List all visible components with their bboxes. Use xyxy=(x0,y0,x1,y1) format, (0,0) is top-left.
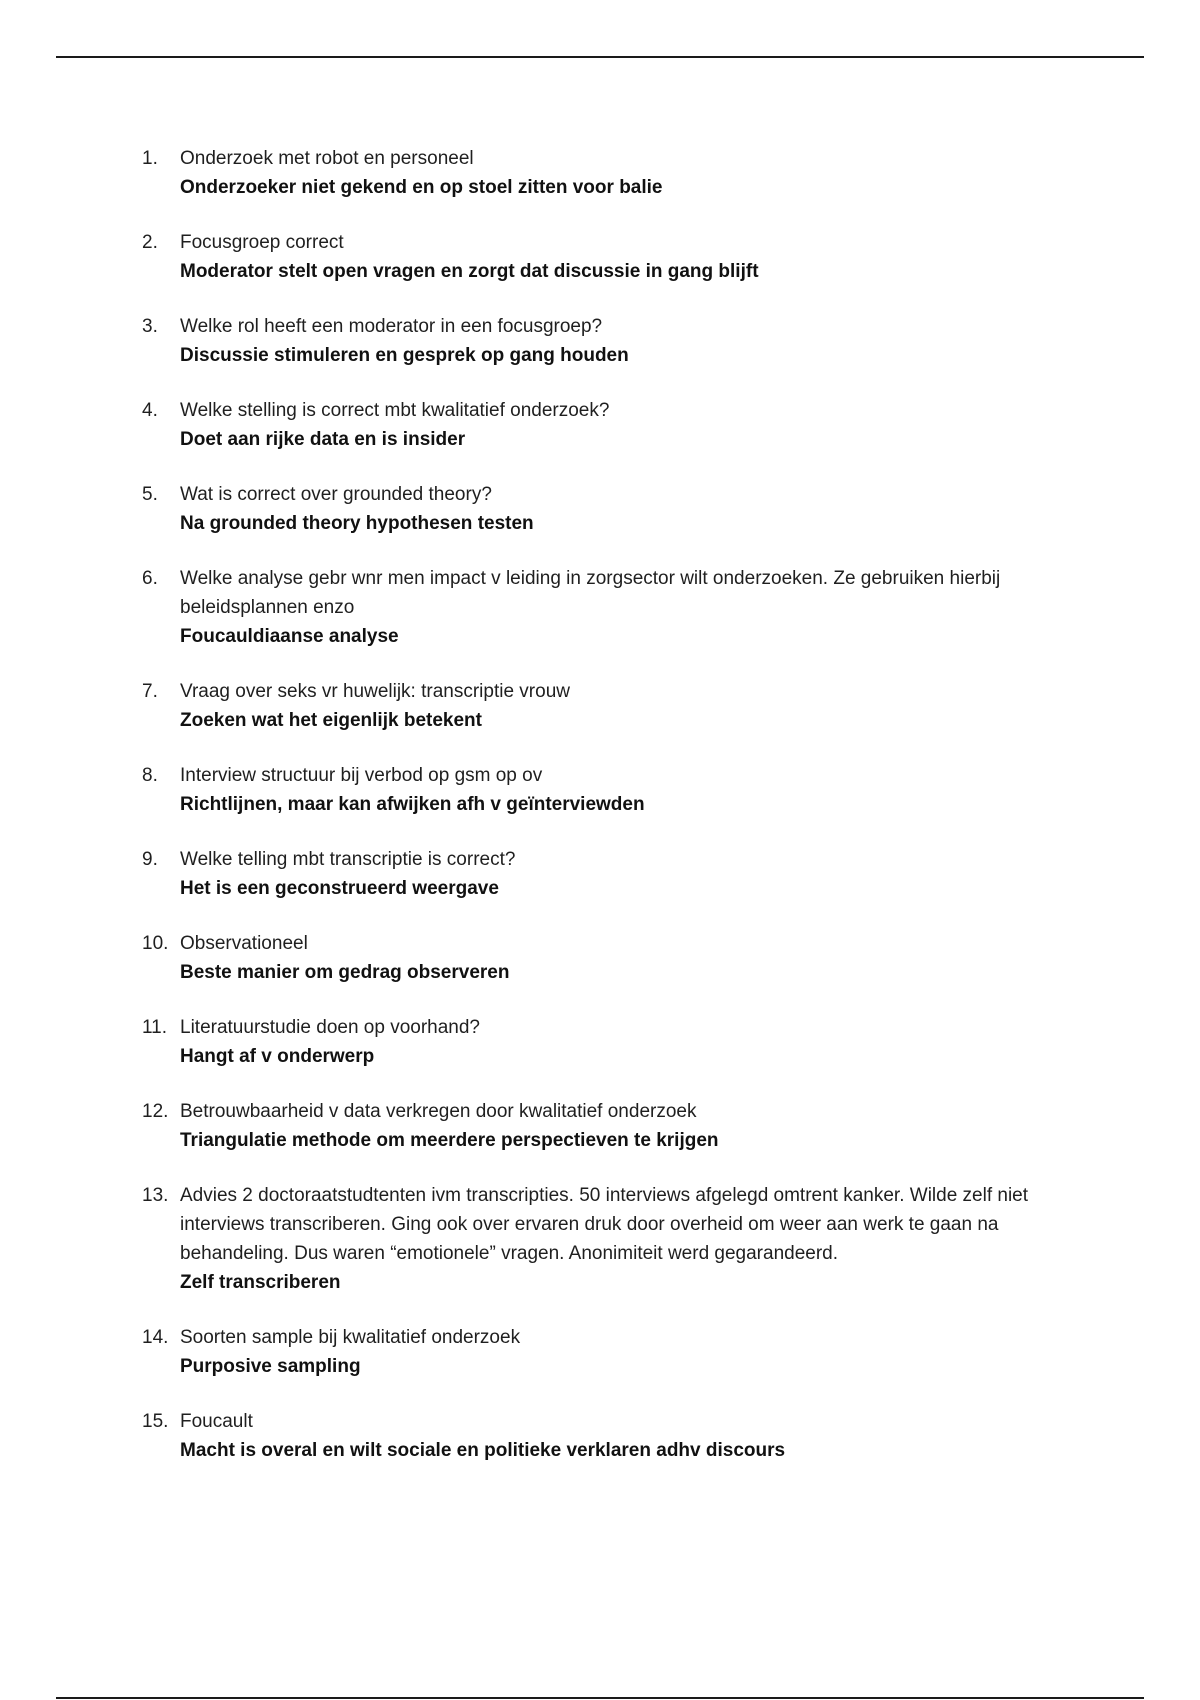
item-question: Soorten sample bij kwalitatief onderzoek xyxy=(180,1327,521,1348)
item-question: Onderzoek met robot en personeel xyxy=(180,148,474,169)
item-body xyxy=(180,228,1042,286)
item-body xyxy=(180,480,1042,538)
item-body xyxy=(180,144,1042,202)
qa-list xyxy=(142,144,1042,1491)
list-item xyxy=(142,1407,1042,1465)
item-body xyxy=(180,1013,1042,1071)
item-answer: Zelf transcriberen xyxy=(180,1272,341,1293)
item-number: 15. xyxy=(142,1411,169,1432)
item-question: Foucault xyxy=(180,1411,253,1432)
item-answer: Doet aan rijke data en is insider xyxy=(180,429,466,450)
list-item xyxy=(142,761,1042,819)
item-question: Welke telling mbt transcriptie is correct? xyxy=(180,849,516,870)
item-body xyxy=(180,929,1042,987)
item-answer: Richtlijnen, maar kan afwijken afh v geïnterviewden xyxy=(180,794,645,815)
item-number: 11. xyxy=(142,1017,168,1038)
list-item xyxy=(142,396,1042,454)
item-body xyxy=(180,1407,1042,1465)
item-answer: Foucauldiaanse analyse xyxy=(180,626,399,647)
item-number: 4. xyxy=(142,400,158,421)
top-rule xyxy=(56,56,1144,58)
list-item xyxy=(142,677,1042,735)
item-answer: Macht is overal en wilt sociale en politieke verklaren adhv discours xyxy=(180,1440,786,1461)
list-item xyxy=(142,845,1042,903)
item-body xyxy=(180,1181,1042,1297)
list-item xyxy=(142,1181,1042,1297)
item-body xyxy=(180,677,1042,735)
list-item xyxy=(142,1323,1042,1381)
item-question: Welke rol heeft een moderator in een focusgroep? xyxy=(180,316,603,337)
item-question: Advies 2 doctoraatstudtenten ivm transcripties. 50 interviews afgelegd omtrent kanker. Wilde zelf niet interviews transcriberen. Ging ook over ervaren druk door overheid om weer aan werk te gaan na behandeling. Dus waren “emotionele” vragen. Anonimiteit werd gegarandeerd. xyxy=(180,1185,1029,1264)
list-item xyxy=(142,144,1042,202)
item-body xyxy=(180,312,1042,370)
item-number: 9. xyxy=(142,849,158,870)
item-body xyxy=(180,761,1042,819)
item-number: 6. xyxy=(142,568,158,589)
item-question: Vraag over seks vr huwelijk: transcriptie vrouw xyxy=(180,681,570,702)
item-answer: Het is een geconstrueerd weergave xyxy=(180,878,499,899)
item-answer: Moderator stelt open vragen en zorgt dat discussie in gang blijft xyxy=(180,261,759,282)
item-body xyxy=(180,1097,1042,1155)
list-item xyxy=(142,564,1042,651)
item-number: 1. xyxy=(142,148,158,169)
item-answer: Beste manier om gedrag observeren xyxy=(180,962,510,983)
item-answer: Na grounded theory hypothesen testen xyxy=(180,513,534,534)
item-answer: Triangulatie methode om meerdere perspectieven te krijgen xyxy=(180,1130,719,1151)
item-question: Observationeel xyxy=(180,933,308,954)
bottom-rule xyxy=(56,1697,1144,1699)
item-number: 3. xyxy=(142,316,158,337)
list-item xyxy=(142,312,1042,370)
item-question: Literatuurstudie doen op voorhand? xyxy=(180,1017,481,1038)
item-body xyxy=(180,845,1042,903)
list-item xyxy=(142,480,1042,538)
item-answer: Zoeken wat het eigenlijk betekent xyxy=(180,710,482,731)
item-body xyxy=(180,396,1042,454)
item-question: Wat is correct over grounded theory? xyxy=(180,484,492,505)
item-answer: Onderzoeker niet gekend en op stoel zitten voor balie xyxy=(180,177,663,198)
item-number: 5. xyxy=(142,484,158,505)
item-number: 7. xyxy=(142,681,158,702)
list-item xyxy=(142,228,1042,286)
list-item xyxy=(142,1097,1042,1155)
item-number: 8. xyxy=(142,765,158,786)
item-answer: Purposive sampling xyxy=(180,1356,361,1377)
item-number: 12. xyxy=(142,1101,169,1122)
item-question: Focusgroep correct xyxy=(180,232,344,253)
item-body xyxy=(180,564,1042,651)
item-question: Interview structuur bij verbod op gsm op ov xyxy=(180,765,543,786)
item-number: 13. xyxy=(142,1185,169,1206)
item-question: Betrouwbaarheid v data verkregen door kwalitatief onderzoek xyxy=(180,1101,697,1122)
item-number: 2. xyxy=(142,232,158,253)
item-number: 10. xyxy=(142,933,169,954)
item-body xyxy=(180,1323,1042,1381)
item-answer: Discussie stimuleren en gesprek op gang houden xyxy=(180,345,629,366)
item-question: Welke stelling is correct mbt kwalitatief onderzoek? xyxy=(180,400,610,421)
list-item xyxy=(142,1013,1042,1071)
item-question: Welke analyse gebr wnr men impact v leiding in zorgsector wilt onderzoeken. Ze gebruiken hierbij beleidsplannen enzo xyxy=(180,568,1001,618)
list-item xyxy=(142,929,1042,987)
item-answer: Hangt af v onderwerp xyxy=(180,1046,375,1067)
item-number: 14. xyxy=(142,1327,169,1348)
